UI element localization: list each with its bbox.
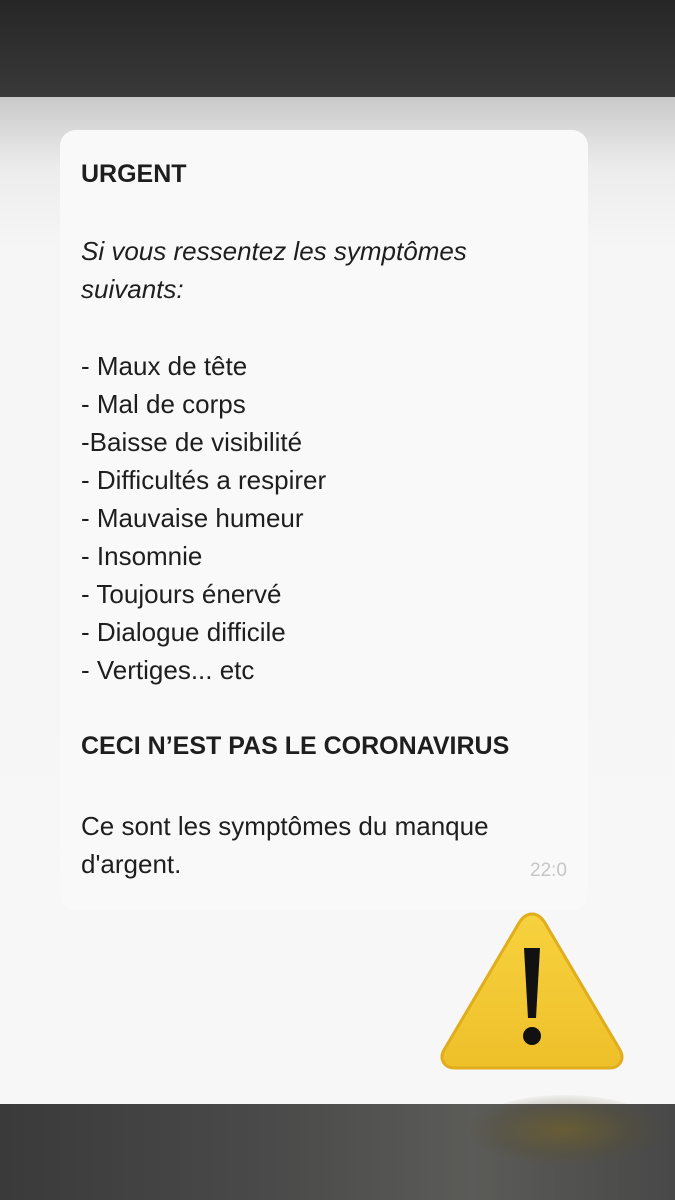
symptom-item: - Difficultés a respirer [81, 465, 327, 495]
intro-line: suivants: [81, 274, 184, 304]
body-line: d'argent. [81, 849, 182, 879]
symptom-item: - Mauvaise humeur [81, 503, 304, 533]
symptom-item: -Baisse de visibilité [81, 427, 303, 457]
symptom-item: - Vertiges... etc [81, 655, 255, 685]
message-body [81, 807, 489, 883]
symptom-item: - Insomnie [81, 541, 203, 571]
symptom-list [81, 347, 326, 689]
symptom-item: - Mal de corps [81, 389, 246, 419]
symptom-item: - Maux de tête [81, 351, 248, 381]
bottom-blur-shape [470, 1095, 660, 1165]
message-headline: CECI N’EST PAS LE CORONAVIRUS [81, 732, 510, 760]
message-timestamp: 22:0 [530, 860, 567, 881]
top-dark-bar [0, 0, 675, 97]
message-title: URGENT [81, 160, 187, 188]
warning-sign-icon [436, 900, 628, 1076]
intro-line: Si vous ressentez les symptômes [81, 236, 467, 266]
body-line: Ce sont les symptômes du manque [81, 811, 489, 841]
message-intro [81, 232, 467, 308]
symptom-item: - Toujours énervé [81, 579, 282, 609]
symptom-item: - Dialogue difficile [81, 617, 286, 647]
